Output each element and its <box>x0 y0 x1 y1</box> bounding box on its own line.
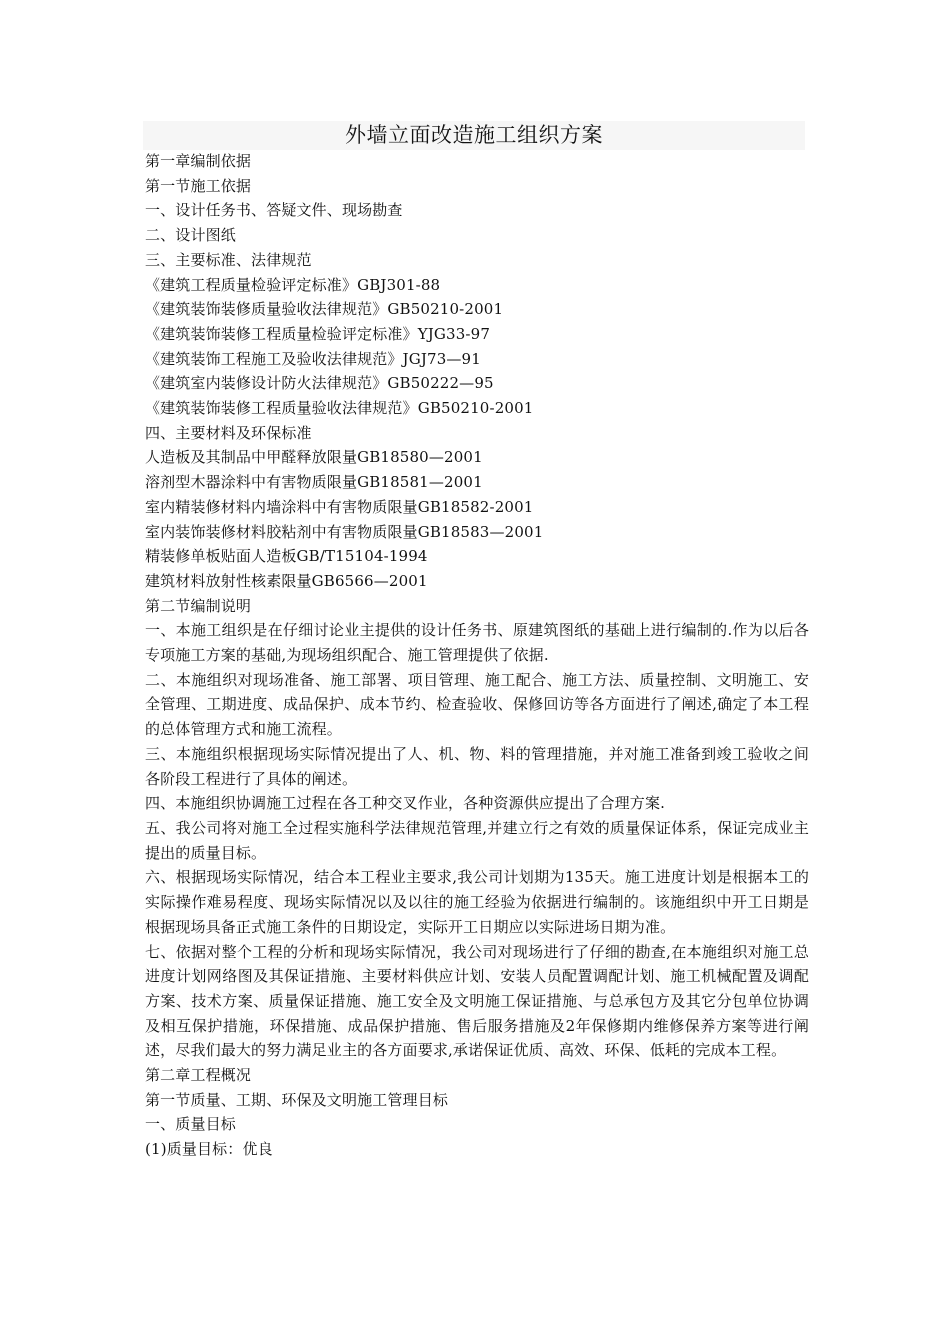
chapter-heading: 第二章工程概况 <box>145 1066 252 1085</box>
standard-item: 《建筑装饰装修工程质量检验评定标准》YJG33-97 <box>145 324 491 343</box>
document-body <box>145 149 809 1162</box>
standard-item: 人造板及其制品中甲醛释放限量GB18580—2001 <box>145 448 483 467</box>
list-item: 四、主要材料及环保标准 <box>145 423 312 442</box>
standard-item: 《建筑装饰工程施工及验收法律规范》JGJ73—91 <box>145 349 481 368</box>
section-heading: 第二节编制说明 <box>145 596 252 615</box>
standard-item: 精装修单板贴面人造板GB/T15104-1994 <box>145 547 428 566</box>
chapter-heading: 第一章编制依据 <box>145 152 252 170</box>
section-heading: 第一节质量、工期、环保及文明施工管理目标 <box>145 1090 449 1109</box>
standard-item: 室内装饰装修材料胶粘剂中有害物质限量GB18583—2001 <box>145 522 544 541</box>
standard-item: 《建筑工程质量检验评定标准》GBJ301-88 <box>145 275 441 294</box>
body-paragraph: 一、本施工组织是在仔细讨论业主提供的设计任务书、原建筑图纸的基础上进行编制的.作为以后各专项施工方案的基础,为现场组织配合、施工管理提供了依据. <box>145 621 809 665</box>
section-heading: 第一节施工依据 <box>145 176 252 195</box>
list-item: (1)质量目标：优良 <box>145 1140 273 1159</box>
body-paragraph: 五、我公司将对施工全过程实施科学法律规范管理,并建立行之有效的质量保证体系，保证完成业主提出的质量目标。 <box>145 818 809 862</box>
list-item: 二、设计图纸 <box>145 226 236 245</box>
body-paragraph: 四、本施组织协调施工过程在各工种交叉作业，各种资源供应提出了合理方案. <box>145 794 666 813</box>
standard-item: 建筑材料放射性核素限量GB6566—2001 <box>145 571 428 590</box>
body-paragraph: 三、本施组织根据现场实际情况提出了人、机、物、料的管理措施，并对施工准备到竣工验收之间各阶段工程进行了具体的阐述。 <box>145 744 809 788</box>
list-item: 三、主要标准、法律规范 <box>145 250 312 269</box>
document-title: 外墙立面改造施工组织方案 <box>345 123 603 147</box>
standard-item: 溶剂型木器涂料中有害物质限量GB18581—2001 <box>145 473 483 492</box>
standard-item: 室内精装修材料内墙涂料中有害物质限量GB18582-2001 <box>145 497 534 516</box>
standard-item: 《建筑室内装修设计防火法律规范》GB50222—95 <box>145 374 494 393</box>
body-paragraph: 二、本施组织对现场准备、施工部署、项目管理、施工配合、施工方法、质量控制、文明施工、安全管理、工期进度、成品保护、成本节约、检查验收、保修回访等各方面进行了阐述,确定了本工程的总体管理方式和施工流程。 <box>145 670 809 739</box>
list-item: 一、质量目标 <box>145 1115 236 1134</box>
standard-item: 《建筑装饰装修质量验收法律规范》GB50210-2001 <box>145 300 504 319</box>
standard-item: 《建筑装饰装修工程质量验收法律规范》GB50210-2001 <box>145 399 534 418</box>
body-paragraph: 七、依据对整个工程的分析和现场实际情况，我公司对现场进行了仔细的勘查,在本施组织对施工总进度计划网络图及其保证措施、主要材料供应计划、安装人员配置调配计划、施工机械配置及调配方案、技术方案、质量保证措施、施工安全及文明施工保证措施、与总承包方及其它分包单位协调及相互保护措施，环保措施、成品保护措施、售后服务措施及2年保修期内维修保养方案等进行阐述，尽我们最大的努力满足业主的各方面要求,承诺保证优质、高效、环保、低耗的完成本工程。 <box>145 942 809 1060</box>
list-item: 一、设计任务书、答疑文件、现场勘查 <box>145 201 403 220</box>
body-paragraph: 六、根据现场实际情况，结合本工程业主要求,我公司计划期为135天。施工进度计划是根据本工的实际操作难易程度、现场实际情况以及以往的施工经验为依据进行编制的。该施组织中开工日期是根据现场具备正式施工条件的日期设定，实际开工日期应以实际进场日期为准。 <box>145 868 809 936</box>
